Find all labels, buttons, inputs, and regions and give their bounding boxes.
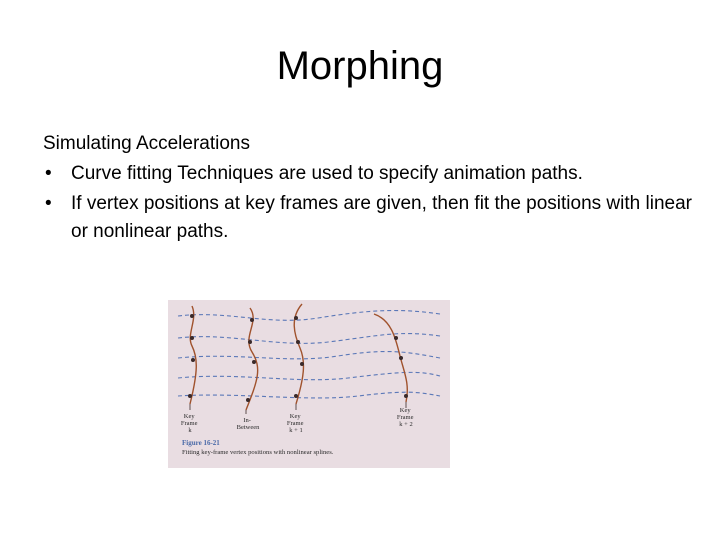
- figure-labels: [181, 407, 415, 434]
- section-heading: Simulating Accelerations: [43, 133, 250, 154]
- bullet-list: [43, 160, 703, 246]
- bullet-text: Curve fitting Techniques are used to specify animation paths.: [71, 163, 583, 184]
- vertex-point: [190, 336, 194, 340]
- vertex-point: [248, 340, 252, 344]
- vertex-point: [394, 336, 398, 340]
- vertex-point: [246, 398, 250, 402]
- vertex-points: [188, 314, 408, 402]
- key-frame-curve-inbetween: [246, 308, 258, 410]
- label-key-frame-k2: Key Frame k + 2: [396, 407, 414, 428]
- vertex-point: [399, 356, 403, 360]
- slide-body: [43, 130, 703, 248]
- vertex-point: [252, 360, 256, 364]
- spline-path: [178, 392, 440, 398]
- vertex-point: [190, 314, 194, 318]
- bullet-item: [43, 190, 703, 246]
- figure-illustration: [168, 300, 450, 468]
- label-key-frame-k: Key Frame k: [180, 413, 198, 434]
- vertex-point: [191, 358, 195, 362]
- spline-path: [178, 311, 440, 321]
- spline-paths: [178, 311, 440, 398]
- figure-caption-text: Fitting key-frame vertex positions with nonlinear splines.: [182, 449, 334, 456]
- vertex-point: [404, 394, 408, 398]
- bullet-icon: •: [45, 193, 52, 214]
- figure-image: [168, 300, 450, 468]
- bullet-item: [43, 160, 703, 188]
- bullet-text: If vertex positions at key frames are given, then fit the positions with linear or nonlinear paths.: [71, 193, 692, 242]
- vertex-point: [188, 394, 192, 398]
- vertex-point: [296, 340, 300, 344]
- bullet-icon: •: [45, 163, 52, 184]
- vertex-point: [300, 362, 304, 366]
- vertex-point: [294, 394, 298, 398]
- vertex-point: [294, 316, 298, 320]
- spline-path: [178, 334, 440, 344]
- spline-path: [178, 372, 440, 379]
- label-in-between: In- Between: [236, 417, 260, 431]
- figure-caption-number: Figure 16-21: [182, 439, 220, 447]
- vertex-point: [250, 318, 254, 322]
- key-frame-curve-k: [190, 306, 196, 404]
- label-key-frame-k1: Key Frame k + 1: [286, 413, 304, 434]
- slide-title: Morphing: [276, 44, 444, 88]
